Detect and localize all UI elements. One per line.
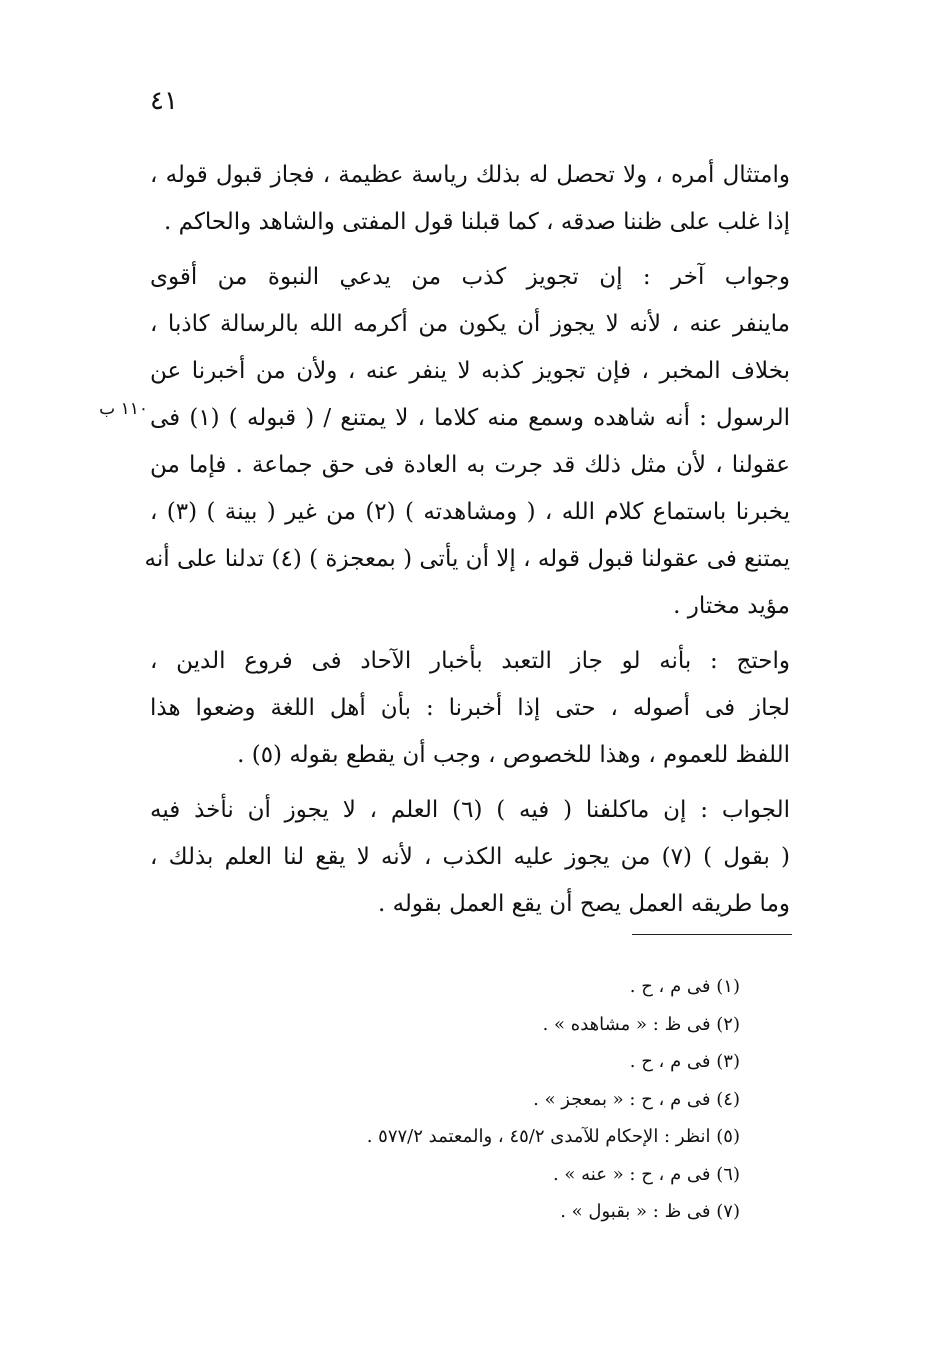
text-line: اللفظ للعموم ، وهذا للخصوص ، وجب أن يقطع بقوله (٥) . [237,742,790,768]
footnote: (٧) فى ظ : « بقبول » . [560,1201,740,1222]
footnotes [200,968,740,1231]
text-line: الرسول : أنه شاهده وسمع منه كلاما ، لا يمتنع / ( قبوله ) (١) فى [150,405,791,431]
text-line: بخلاف المخبر ، فإن تجويز كذبه لا ينفر عنه ، ولأن من أخبرنا عن [150,358,790,384]
text-line: إذا غلب على ظننا صدقه ، كما قبلنا قول المفتى والشاهد والحاكم . [164,209,790,235]
text-line: وما طريقه العمل يصح أن يقع العمل بقوله . [377,891,790,917]
page-number: ٤١ [150,86,178,116]
margin-folio-note: ١١٠ ب [99,399,148,419]
paragraph [144,254,791,630]
footnote: (٣) فى م ، ح . [629,1051,740,1072]
text-line: واحتج : بأنه لو جاز التعبد بأخبار الآحاد فى فروع الدين ، [150,648,790,674]
text-line: وامتثال أمره ، ولا تحصل له بذلك رياسة عظيمة ، فجاز قبول قوله ، [150,162,790,188]
footnote: (٤) فى م ، ح : « بمعجز » . [533,1088,740,1110]
footnote: (١) فى م ، ح . [629,976,740,997]
text-line: عقولنا ، لأن مثل ذلك قد جرت به العادة فى حق جماعة . فإما من [150,452,790,478]
paragraph [150,152,790,246]
text-line: لجاز فى أصوله ، حتى إذا أخبرنا : بأن أهل اللغة وضعوا هذا [150,695,790,721]
text-line: الجواب : إن ماكلفنا ( فيه ) (٦) العلم ، لا يجوز أن نأخذ فيه [150,797,790,823]
footnote: (٦) فى م ، ح : « عنه » . [552,1163,740,1185]
paragraph [150,638,790,779]
text-line: يخبرنا باستماع كلام الله ، ( ومشاهدته ) (٢) من غير ( بينة ) (٣) ، [150,499,790,525]
text-line: ( بقول ) (٧) من يجوز عليه الكذب ، لأنه لا يقع لنا العلم بذلك ، [150,844,790,870]
text-line: مؤيد مختار . [673,593,790,619]
footnote: (٢) فى ظ : « مشاهده » . [542,1013,740,1035]
text-line: يمتنع فى عقولنا قبول قوله ، إلا أن يأتى ( بمعجزة ) (٤) تدلنا على أنه [144,546,790,572]
footnote-separator [632,934,792,935]
text-line: ماينفر عنه ، لأنه لا يجوز أن يكون من أكرمه الله بالرسالة كاذبا ، [150,311,790,337]
paragraph [150,787,790,928]
main-text [144,152,791,928]
text-line: وجواب آخر : إن تجويز كذب من يدعي النبوة من أقوى [150,264,790,290]
footnote: (٥) انظر : الإحكام للآمدى ٤٥/٢ ، والمعتمد ٥٧٧/٢ . [366,1126,740,1147]
